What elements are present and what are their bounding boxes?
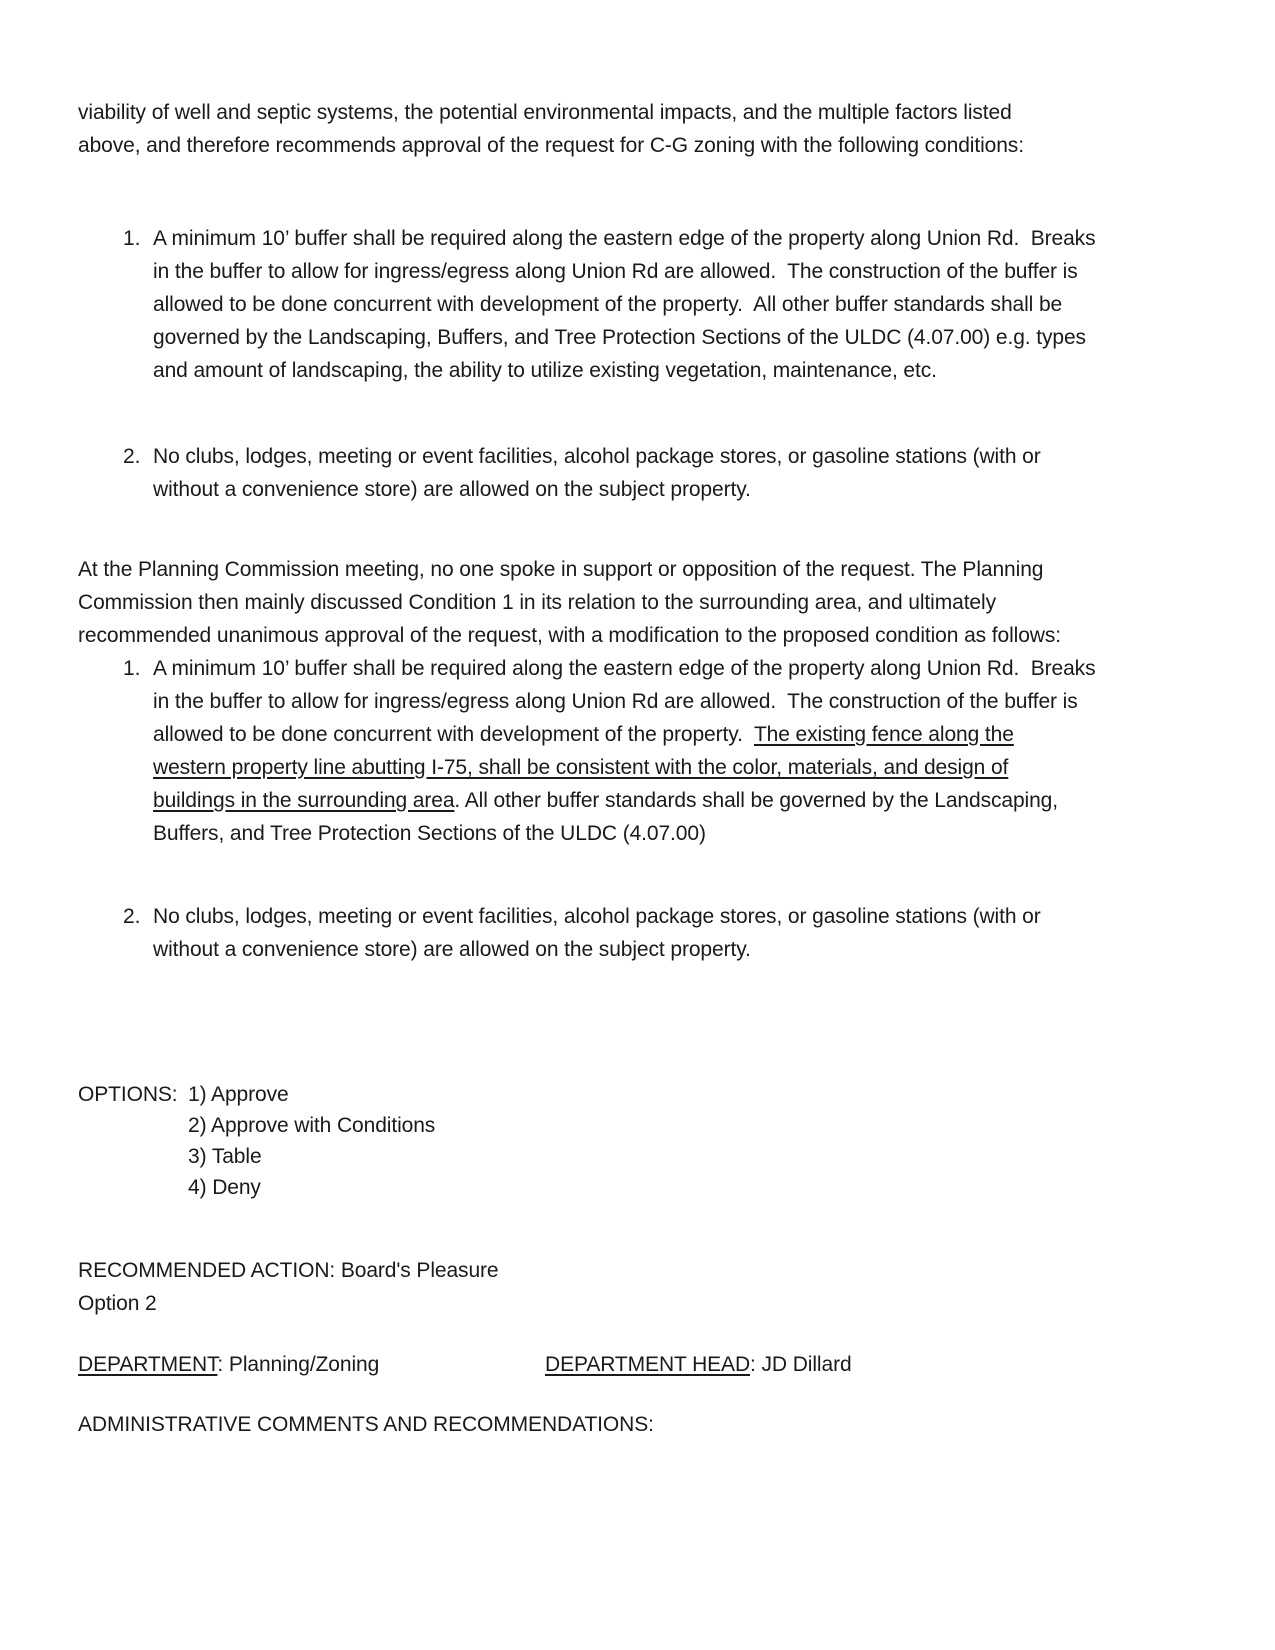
option-item-deny: 4) Deny — [188, 1176, 261, 1199]
text-line — [78, 553, 1215, 586]
intro-paragraph — [78, 96, 1215, 162]
text-run: viability of well and septic systems, the potential environmental impacts, and the multiple factors listed — [78, 101, 1012, 124]
underlined-text-run: The existing fence along the — [753, 723, 1014, 746]
staff-condition-1 — [78, 222, 1215, 387]
department-row — [78, 1348, 1215, 1381]
text-run: governed by the Landscaping, Buffers, and Tree Protection Sections of the ULDC (4.07.00) e.g. types — [153, 326, 1086, 349]
text-line — [153, 751, 1215, 784]
text-line — [153, 222, 1215, 255]
options-items — [188, 1079, 435, 1203]
text-line — [153, 817, 1215, 850]
underlined-text-run: western property line abutting I-75, shall be consistent with the color, materials, and design of — [153, 756, 1009, 779]
admin-comments-heading: ADMINISTRATIVE COMMENTS AND RECOMMENDATIONS: — [78, 1413, 654, 1436]
text-run: . All other buffer standards shall be governed by the Landscaping, — [454, 789, 1058, 812]
option-item-approve-with-conditions: 2) Approve with Conditions — [188, 1114, 436, 1137]
recommended-action-option: Option 2 — [78, 1292, 157, 1315]
text-run: without a convenience store) are allowed on the subject property. — [153, 938, 751, 961]
department-head-value: JD Dillard — [755, 1353, 852, 1376]
text-run: recommended unanimous approval of the request, with a modification to the proposed condition as follows: — [78, 624, 1062, 647]
options-section — [78, 1079, 1215, 1203]
text-run: and amount of landscaping, the ability to utilize existing vegetation, maintenance, etc. — [153, 359, 937, 382]
department-colon: : — [217, 1353, 224, 1376]
list-number: 1. — [123, 657, 141, 680]
options-label: OPTIONS: — [78, 1083, 178, 1106]
text-run: allowed to be done concurrent with development of the property. — [153, 723, 754, 746]
text-run: Buffers, and Tree Protection Sections of the ULDC (4.07.00) — [153, 822, 706, 845]
condition-text — [153, 222, 1215, 387]
commission-paragraph — [78, 553, 1215, 652]
text-run: in the buffer to allow for ingress/egress along Union Rd are allowed. The construction of the buffer is — [153, 690, 1078, 713]
condition-text — [153, 900, 1215, 966]
text-run: A minimum 10’ buffer shall be required along the eastern edge of the property along Union Rd. Breaks — [153, 657, 1096, 680]
text-line — [153, 321, 1215, 354]
text-line — [78, 129, 1215, 162]
department-label: DEPARTMENT — [78, 1353, 218, 1376]
staff-conditions-list — [78, 222, 1215, 506]
text-line — [78, 619, 1215, 652]
text-run: A minimum 10’ buffer shall be required along the eastern edge of the property along Union Rd. Breaks — [153, 227, 1096, 250]
text-line — [153, 440, 1215, 473]
list-number: 2. — [123, 905, 141, 928]
department-field — [78, 1348, 545, 1381]
department-head-colon: : — [750, 1353, 756, 1376]
commission-condition-1 — [78, 652, 1215, 850]
recommended-action-line: RECOMMENDED ACTION: Board's Pleasure — [78, 1259, 499, 1282]
text-run: without a convenience store) are allowed on the subject property. — [153, 478, 751, 501]
option-item-approve: 1) Approve — [188, 1083, 289, 1106]
option-item-table: 3) Table — [188, 1145, 262, 1168]
text-line — [153, 900, 1215, 933]
text-line — [78, 96, 1215, 129]
underlined-text-run: buildings in the surrounding area — [153, 789, 455, 812]
text-line — [153, 933, 1215, 966]
staff-condition-2 — [78, 440, 1215, 506]
department-value: Planning/Zoning — [223, 1353, 380, 1376]
recommended-action-section — [78, 1254, 1215, 1320]
text-run: above, and therefore recommends approval of the request for C-G zoning with the following conditions: — [78, 134, 1024, 157]
text-run: Commission then mainly discussed Condition 1 in its relation to the surrounding area, and ultimately — [78, 591, 996, 614]
text-line — [153, 288, 1215, 321]
list-number: 1. — [123, 227, 141, 250]
text-line — [153, 652, 1215, 685]
text-line — [153, 718, 1215, 751]
text-line — [153, 784, 1215, 817]
department-head-label: DEPARTMENT HEAD — [545, 1353, 751, 1376]
text-line — [153, 255, 1215, 288]
text-run: in the buffer to allow for ingress/egress along Union Rd are allowed. The construction of the buffer is — [153, 260, 1078, 283]
text-run: allowed to be done concurrent with development of the property. All other buffer standards shall be — [153, 293, 1063, 316]
text-line — [153, 685, 1215, 718]
condition-text — [153, 652, 1215, 850]
text-run: At the Planning Commission meeting, no one spoke in support or opposition of the request. The Planning — [78, 558, 1044, 581]
commission-condition-2 — [78, 900, 1215, 966]
department-head-field — [545, 1348, 852, 1381]
list-number: 2. — [123, 445, 141, 468]
condition-text — [153, 440, 1215, 506]
text-run: No clubs, lodges, meeting or event facilities, alcohol package stores, or gasoline stations (with or — [153, 445, 1041, 468]
commission-conditions-list — [78, 652, 1215, 966]
text-line — [78, 586, 1215, 619]
text-line — [153, 473, 1215, 506]
text-run: No clubs, lodges, meeting or event facilities, alcohol package stores, or gasoline stations (with or — [153, 905, 1041, 928]
text-line — [153, 354, 1215, 387]
